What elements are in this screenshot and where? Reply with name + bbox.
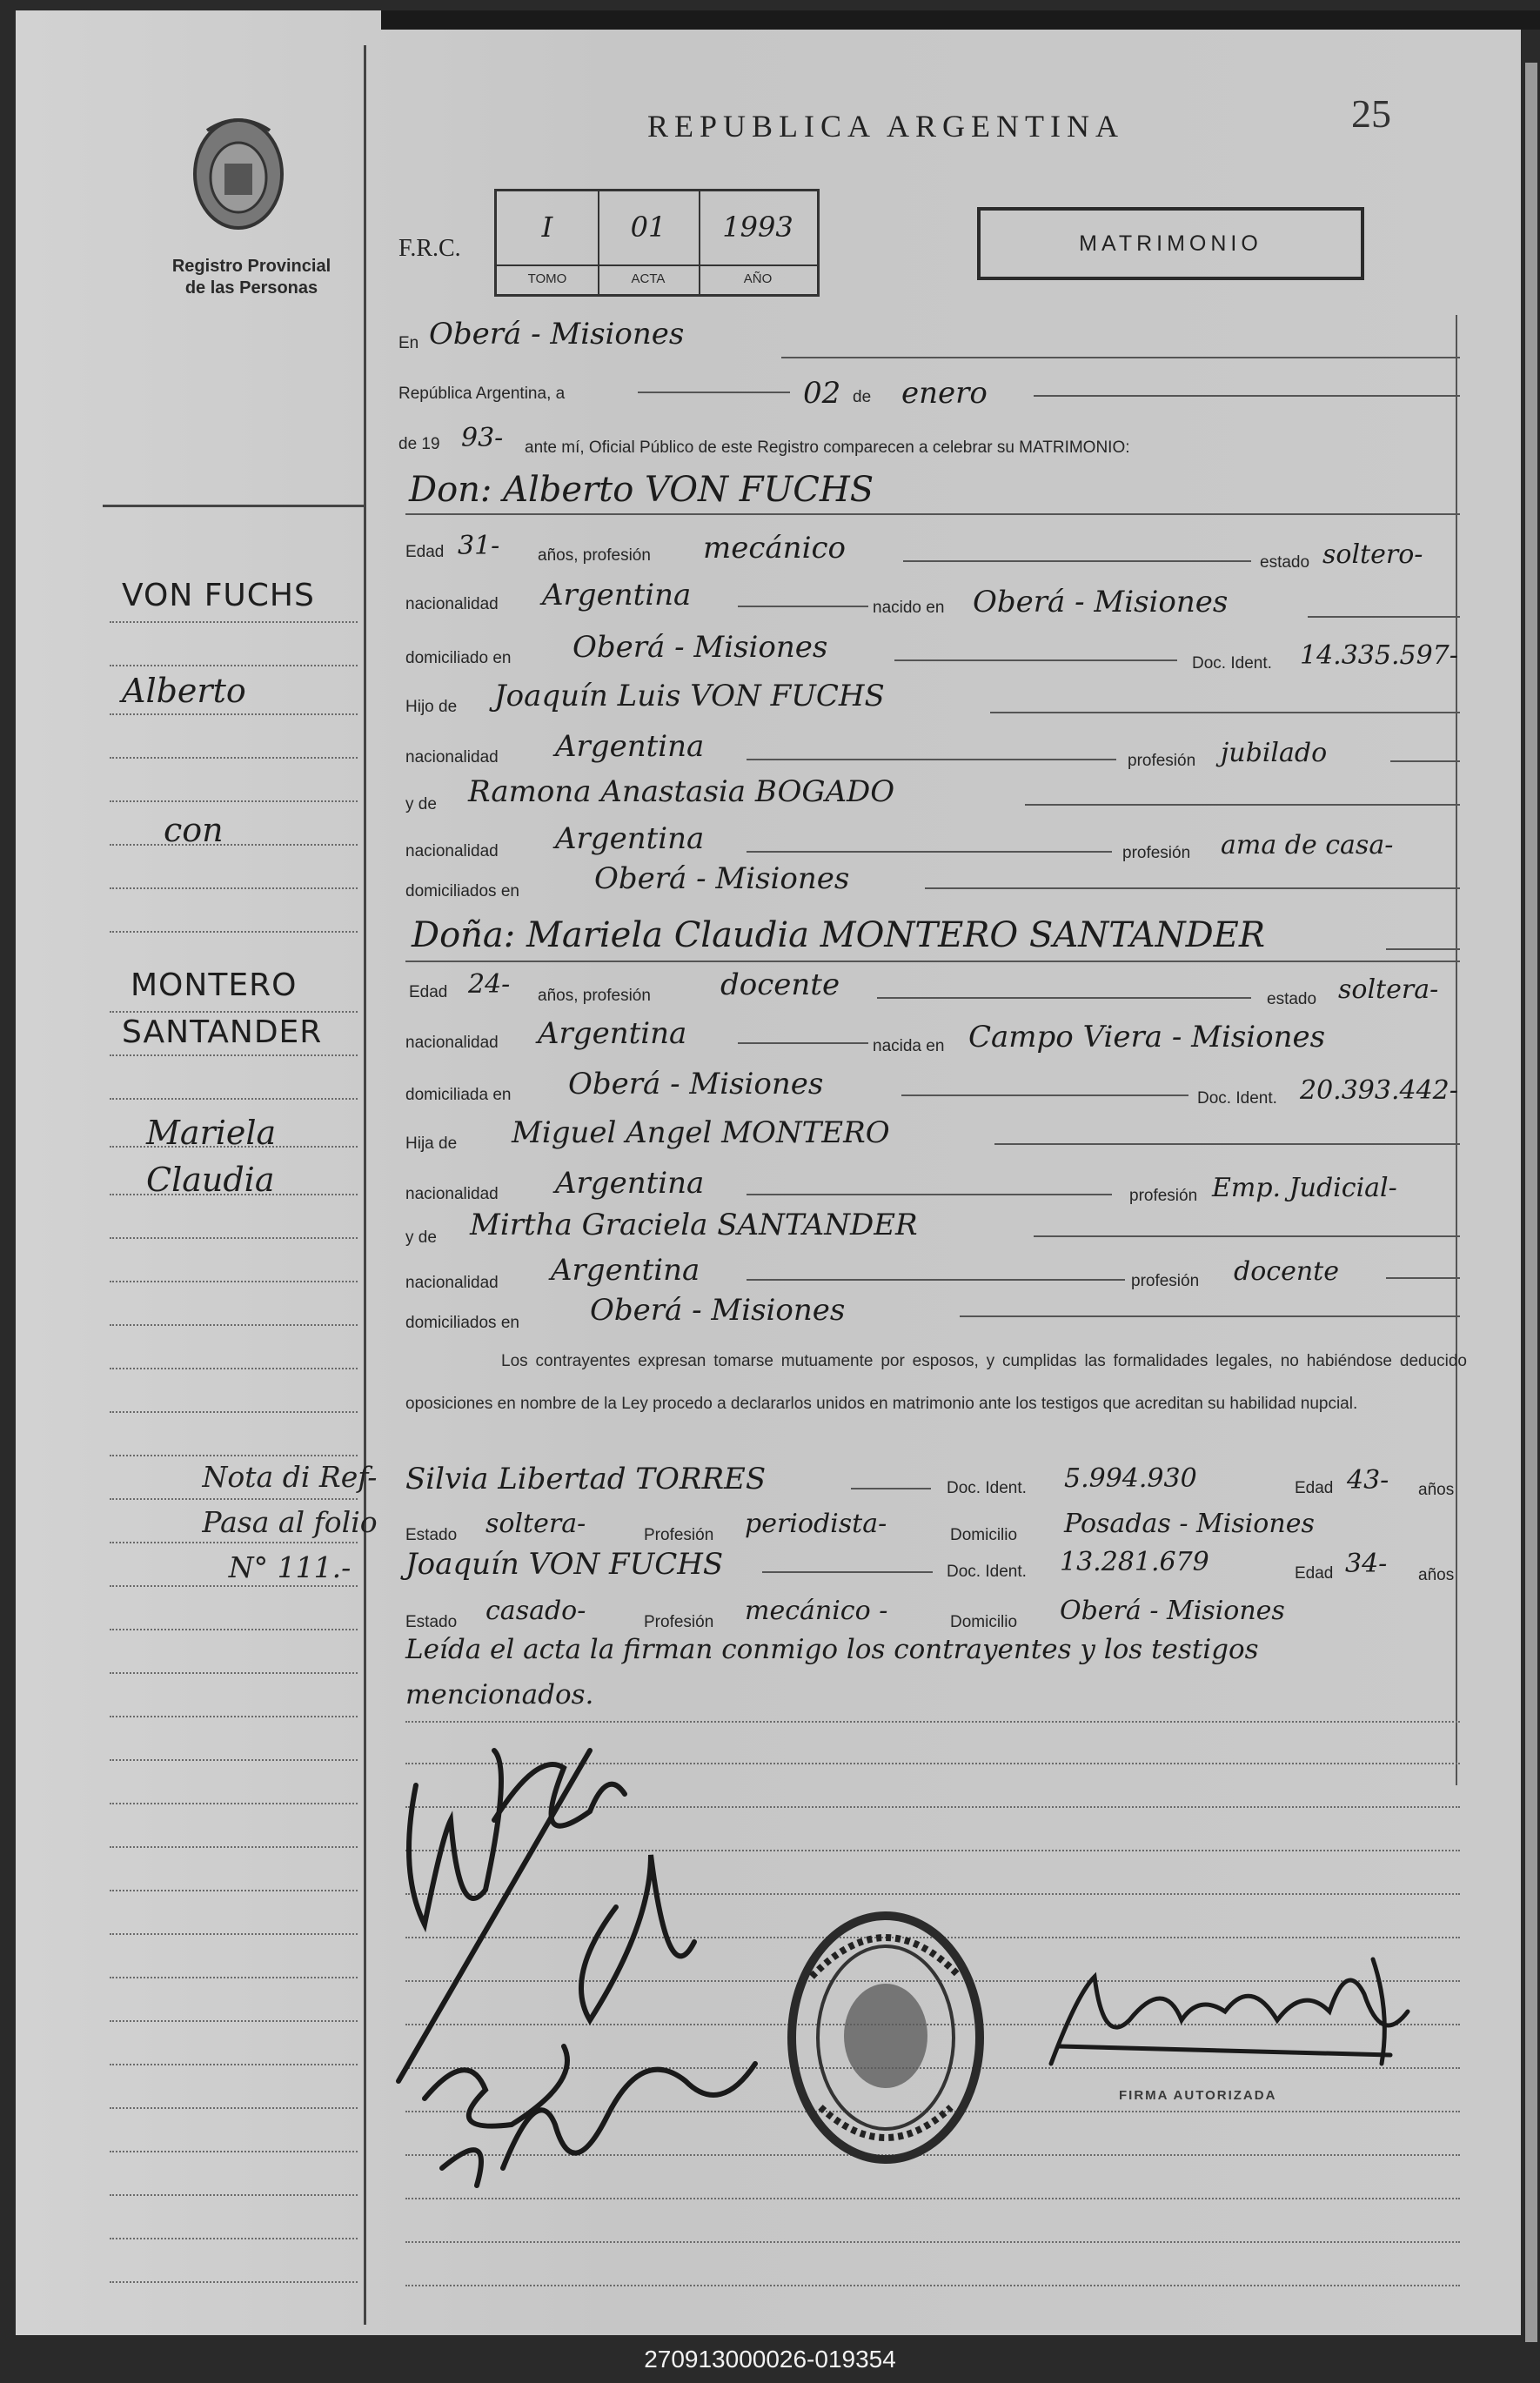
intro-place: Oberá - Misiones	[429, 317, 685, 351]
closing-line1: Leída el acta la firman conmigo los contrayentes y los testigos	[405, 1634, 1259, 1665]
line	[901, 1094, 1188, 1096]
bride-mother: Mirtha Graciela SANTANDER	[470, 1208, 918, 1242]
margin-connector: con	[164, 811, 224, 849]
tomo-label: TOMO	[497, 264, 598, 294]
groom-estado-label: estado	[1260, 553, 1310, 572]
line	[1308, 616, 1460, 618]
witness1-age: 43-	[1347, 1465, 1389, 1496]
line	[110, 1324, 358, 1326]
tomo-cell	[497, 191, 599, 294]
groom-profession: mecánico	[703, 531, 846, 566]
line	[110, 1716, 358, 1717]
ano-value: 1993	[722, 211, 793, 244]
line	[762, 1571, 933, 1573]
groom-profesion-label: años, profesión	[538, 546, 651, 565]
line	[110, 665, 358, 666]
record-type-box: MATRIMONIO	[977, 207, 1364, 280]
line	[1034, 1235, 1460, 1237]
line	[110, 1672, 358, 1674]
line	[405, 961, 1460, 962]
line	[747, 1279, 1125, 1281]
groom-mother: Ramona Anastasia BOGADO	[468, 774, 895, 809]
bride-mother-nationality: Argentina	[551, 1253, 700, 1288]
witness1-edad-label: Edad	[1295, 1479, 1334, 1497]
bride-yde-label: y de	[405, 1228, 437, 1247]
line	[110, 1237, 358, 1239]
line	[110, 1846, 358, 1848]
groom-edad-label: Edad	[405, 543, 445, 561]
bride-heading: Doña: Mariela Claudia MONTERO SANTANDER	[412, 915, 1265, 955]
groom-mother-nationality: Argentina	[555, 821, 705, 856]
witness2-dom-label: Domicilio	[950, 1613, 1018, 1631]
bride-dom-label: domiciliada en	[405, 1086, 512, 1104]
witness1-name: Silvia Libertad TORRES	[405, 1462, 767, 1496]
ano-cell	[699, 191, 817, 294]
acta-value: 01	[630, 211, 666, 244]
groom-civil-status: soltero-	[1322, 539, 1423, 570]
groom-mother-profession: ama de casa-	[1221, 830, 1394, 860]
folio-number: 25	[1351, 91, 1391, 136]
bride-nacida-label: nacida en	[873, 1037, 945, 1055]
country-title: REPUBLICA ARGENTINA	[647, 109, 1125, 144]
witness2-age: 34-	[1345, 1549, 1388, 1579]
line	[960, 1315, 1460, 1317]
bride-father-profession: Emp. Judicial-	[1212, 1173, 1397, 1203]
line	[110, 1411, 358, 1413]
line	[110, 800, 358, 802]
line	[738, 606, 868, 607]
frc-label: F.R.C.	[398, 235, 461, 262]
witness1-address: Posadas - Misiones	[1064, 1509, 1315, 1539]
bride-parents-address: Oberá - Misiones	[590, 1293, 846, 1328]
line	[781, 357, 1460, 358]
bride-doc-number: 20.393.442-	[1300, 1075, 1458, 1106]
official-signature	[1042, 1942, 1425, 2090]
line	[110, 1890, 358, 1891]
bride-father: Miguel Angel MONTERO	[512, 1115, 890, 1150]
witness2-prof-label: Profesión	[644, 1613, 714, 1631]
line	[405, 2285, 1460, 2286]
reference-note-line2: Pasa al folio	[202, 1505, 378, 1539]
line	[925, 887, 1460, 889]
line	[110, 1759, 358, 1761]
line	[110, 2194, 358, 2196]
bride-civil-status: soltera-	[1338, 974, 1439, 1005]
witness2-status: casado-	[485, 1596, 586, 1626]
witness2-doc-label: Doc. Ident.	[947, 1563, 1027, 1581]
line	[1390, 760, 1460, 762]
bride-estado-label: estado	[1267, 990, 1317, 1008]
groom-parents-dom-label: domiciliados en	[405, 882, 519, 900]
line	[110, 757, 358, 759]
bride-hija-label: Hija de	[405, 1135, 458, 1153]
line	[851, 1488, 931, 1489]
line	[110, 2020, 358, 2022]
witness1-dom-label: Domicilio	[950, 1526, 1018, 1544]
bride-parents-dom-label: domiciliados en	[405, 1314, 519, 1332]
line	[110, 1281, 358, 1282]
reference-note	[177, 1455, 403, 1590]
groom-birthplace: Oberá - Misiones	[973, 585, 1229, 619]
line	[110, 844, 358, 846]
scan-top-edge	[381, 10, 1540, 30]
line	[1025, 804, 1460, 806]
document-id: 270913000026-019354	[644, 2346, 896, 2373]
line	[994, 1143, 1460, 1145]
bride-profession: docente	[720, 967, 840, 1002]
registry-name-line2: de las Personas	[184, 278, 318, 298]
margin-bride-given-1: Mariela	[146, 1114, 277, 1152]
line	[110, 2238, 358, 2239]
line	[110, 887, 358, 889]
certificate-page	[16, 10, 1521, 2335]
line	[110, 621, 358, 623]
closing-line2: mencionados.	[405, 1679, 594, 1710]
tomo-value: I	[541, 211, 553, 244]
witness2-doc: 13.281.679	[1060, 1547, 1209, 1577]
margin-groom-surname: VON FUCHS	[122, 578, 315, 613]
groom-dom-label: domiciliado en	[405, 649, 512, 667]
margin-groom-given: Alberto	[122, 672, 246, 710]
line	[110, 931, 358, 933]
line	[747, 851, 1112, 853]
bride-edad-label: Edad	[409, 983, 448, 1001]
ano-label: AÑO	[699, 264, 817, 294]
line	[110, 1803, 358, 1804]
groom-father: Joaquín Luis VON FUCHS	[494, 679, 885, 713]
groom-doc-number: 14.335.597-	[1300, 640, 1458, 671]
groom-father-nac-label: nacionalidad	[405, 748, 499, 766]
intro-text: ante mí, Oficial Público de este Registro comparecen a celebrar su MATRIMONIO:	[525, 438, 1130, 457]
witness2-name: Joaquín VON FUCHS	[405, 1547, 724, 1582]
intro-day: 02	[803, 376, 841, 411]
witness1-estado-label: Estado	[405, 1526, 458, 1544]
line	[1386, 948, 1460, 950]
line	[110, 1011, 358, 1013]
witness1-doc: 5.994.930	[1064, 1463, 1197, 1494]
registry-name	[143, 256, 360, 299]
bride-profesion-label: años, profesión	[538, 987, 651, 1005]
margin-bride-surname-1: MONTERO	[131, 967, 298, 1003]
acta-label: ACTA	[598, 264, 699, 294]
bride-mother-nac-label: nacionalidad	[405, 1274, 499, 1292]
groom-mother-prof-label: profesión	[1122, 844, 1191, 862]
groom-nacido-label: nacido en	[873, 599, 945, 617]
margin-bride-surname-2: SANTANDER	[122, 1014, 323, 1050]
bride-mother-prof-label: profesión	[1131, 1272, 1200, 1290]
line	[405, 513, 1460, 515]
groom-address: Oberá - Misiones	[572, 630, 828, 665]
line	[990, 712, 1460, 713]
provincial-seal-icon	[190, 113, 287, 235]
bride-nationality: Argentina	[538, 1016, 687, 1051]
line	[1034, 395, 1460, 397]
reference-box	[494, 189, 820, 297]
groom-hijo-label: Hijo de	[405, 698, 458, 716]
bride-father-nationality: Argentina	[555, 1166, 705, 1201]
groom-heading: Don: Alberto VON FUCHS	[409, 470, 874, 510]
line	[110, 1054, 358, 1056]
de-label: de	[853, 388, 872, 406]
party-signatures	[390, 1716, 807, 2203]
acta-cell	[598, 191, 700, 294]
right-border	[1456, 315, 1457, 1785]
groom-father-prof-label: profesión	[1128, 752, 1196, 770]
line	[110, 2107, 358, 2109]
bride-doc-label: Doc. Ident.	[1197, 1089, 1277, 1108]
witness1-anos-label: años	[1418, 1481, 1455, 1499]
margin-divider	[364, 45, 366, 2325]
groom-father-profession: jubilado	[1221, 738, 1328, 768]
line	[747, 1194, 1112, 1195]
year-prefix: de 19	[398, 435, 440, 453]
witness1-profession: periodista-	[745, 1509, 887, 1539]
groom-mother-nac-label: nacionalidad	[405, 842, 499, 860]
bride-address: Oberá - Misiones	[568, 1067, 824, 1101]
line	[110, 1368, 358, 1369]
bride-nac-label: nacionalidad	[405, 1034, 499, 1052]
witness2-estado-label: Estado	[405, 1613, 458, 1631]
bride-mother-profession: docente	[1234, 1256, 1339, 1287]
official-caption: FIRMA AUTORIZADA	[1119, 2088, 1277, 2103]
line	[110, 1098, 358, 1100]
witness2-profession: mecánico -	[745, 1596, 888, 1626]
witness1-doc-label: Doc. Ident.	[947, 1479, 1027, 1497]
scan-right-edge	[1525, 63, 1537, 2342]
reference-note-line3: N° 111.-	[228, 1550, 352, 1584]
line	[405, 2241, 1460, 2243]
witness2-edad-label: Edad	[1295, 1564, 1334, 1583]
witness1-status: soltera-	[485, 1509, 586, 1539]
groom-father-nationality: Argentina	[555, 729, 705, 764]
bride-birthplace: Campo Viera - Misiones	[968, 1020, 1326, 1054]
line	[110, 2151, 358, 2152]
line	[110, 2064, 358, 2065]
groom-doc-label: Doc. Ident.	[1192, 654, 1272, 673]
reference-note-line1: Nota di Ref-	[202, 1460, 378, 1494]
en-label: En	[398, 334, 419, 352]
groom-parents-address: Oberá - Misiones	[594, 861, 850, 896]
bride-father-nac-label: nacionalidad	[405, 1185, 499, 1203]
groom-yde-label: y de	[405, 795, 437, 813]
line	[903, 560, 1251, 562]
legal-paragraph: Los contrayentes expresan tomarse mutuamente por esposos, y cumplidas las formalidades legales, no habiéndose deducido oposiciones en nombre de la Ley procedo a declararlos unidos en matrimonio ante los testigos que acreditan su habilidad nupcial.	[405, 1352, 1467, 1413]
margin-bride-given-2: Claudia	[146, 1161, 275, 1199]
witness2-anos-label: años	[1418, 1566, 1455, 1584]
groom-nationality: Argentina	[542, 578, 692, 612]
witness2-address: Oberá - Misiones	[1060, 1596, 1285, 1626]
line	[638, 392, 790, 393]
line	[110, 2281, 358, 2283]
registry-name-line1: Registro Provincial	[171, 257, 331, 276]
line	[110, 1933, 358, 1935]
line	[747, 759, 1116, 760]
line	[738, 1042, 868, 1044]
bride-father-prof-label: profesión	[1129, 1187, 1198, 1205]
groom-age: 31-	[458, 531, 500, 561]
line	[110, 1977, 358, 1978]
republica-label: República Argentina, a	[398, 385, 566, 403]
line	[110, 713, 358, 715]
groom-nac-label: nacionalidad	[405, 595, 499, 613]
line	[1386, 1277, 1460, 1279]
margin-top-rule	[103, 505, 364, 507]
bride-age: 24-	[468, 969, 511, 1000]
line	[110, 1629, 358, 1630]
line	[894, 659, 1177, 661]
year-suffix: 93-	[461, 423, 504, 453]
line	[877, 997, 1251, 999]
official-stamp-icon	[786, 1907, 986, 2168]
intro-month: enero	[901, 376, 988, 411]
witness1-prof-label: Profesión	[644, 1526, 714, 1544]
